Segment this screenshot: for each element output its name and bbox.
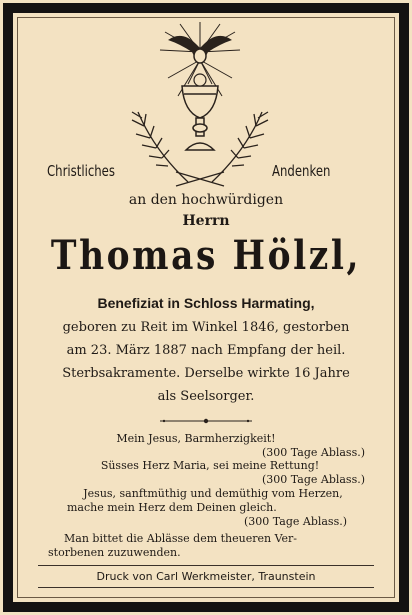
- prayer-1: Mein Jesus, Barmherzigkeit!: [116, 432, 276, 445]
- bio-line-4: als Seelsorger.: [157, 389, 255, 404]
- closing-line-1: Man bittet die Ablässe dem theueren Ver-: [64, 532, 298, 545]
- bio-line-1: geboren zu Reit im Winkel 1846, gestorben: [62, 320, 350, 335]
- label-christliches: Christliches: [47, 162, 115, 180]
- indulgence-1: (300 Tage Ablass.): [262, 446, 366, 459]
- host-icon: [194, 74, 206, 86]
- label-andenken: Andenken: [272, 162, 331, 180]
- bio-line-3: Sterbsakramente. Derselbe wirkte 16 Jahre: [62, 366, 350, 381]
- chalice-icon: [182, 86, 218, 150]
- ornamental-divider: [160, 418, 252, 424]
- indulgence-2: (300 Tage Ablass.): [262, 473, 366, 486]
- salutation: Herrn: [182, 213, 230, 229]
- footer-rule-top: [38, 565, 374, 566]
- intro-text: an den hochwürdigen: [128, 192, 284, 208]
- printer-credit: Druck von Carl Werkmeister, Traunstein: [96, 570, 316, 583]
- prayer-2: Süsses Herz Maria, sei meine Rettung!: [100, 459, 320, 472]
- indulgence-3: (300 Tage Ablass.): [244, 515, 348, 528]
- prayer-3-line-1: Jesus, sanftmüthig und demüthig vom Herzen,: [83, 487, 343, 500]
- deceased-name: Thomas Hölzl,: [50, 232, 362, 279]
- deceased-title: Benefiziat in Schloss Harmating,: [97, 295, 315, 311]
- closing-line-2: storbenen zuzuwenden.: [48, 546, 181, 559]
- prayer-3-line-2: mache mein Herz dem Deinen gleich.: [67, 501, 277, 514]
- bio-line-2: am 23. März 1887 nach Empfang der heil.: [66, 343, 346, 358]
- footer-rule-bottom: [38, 587, 374, 588]
